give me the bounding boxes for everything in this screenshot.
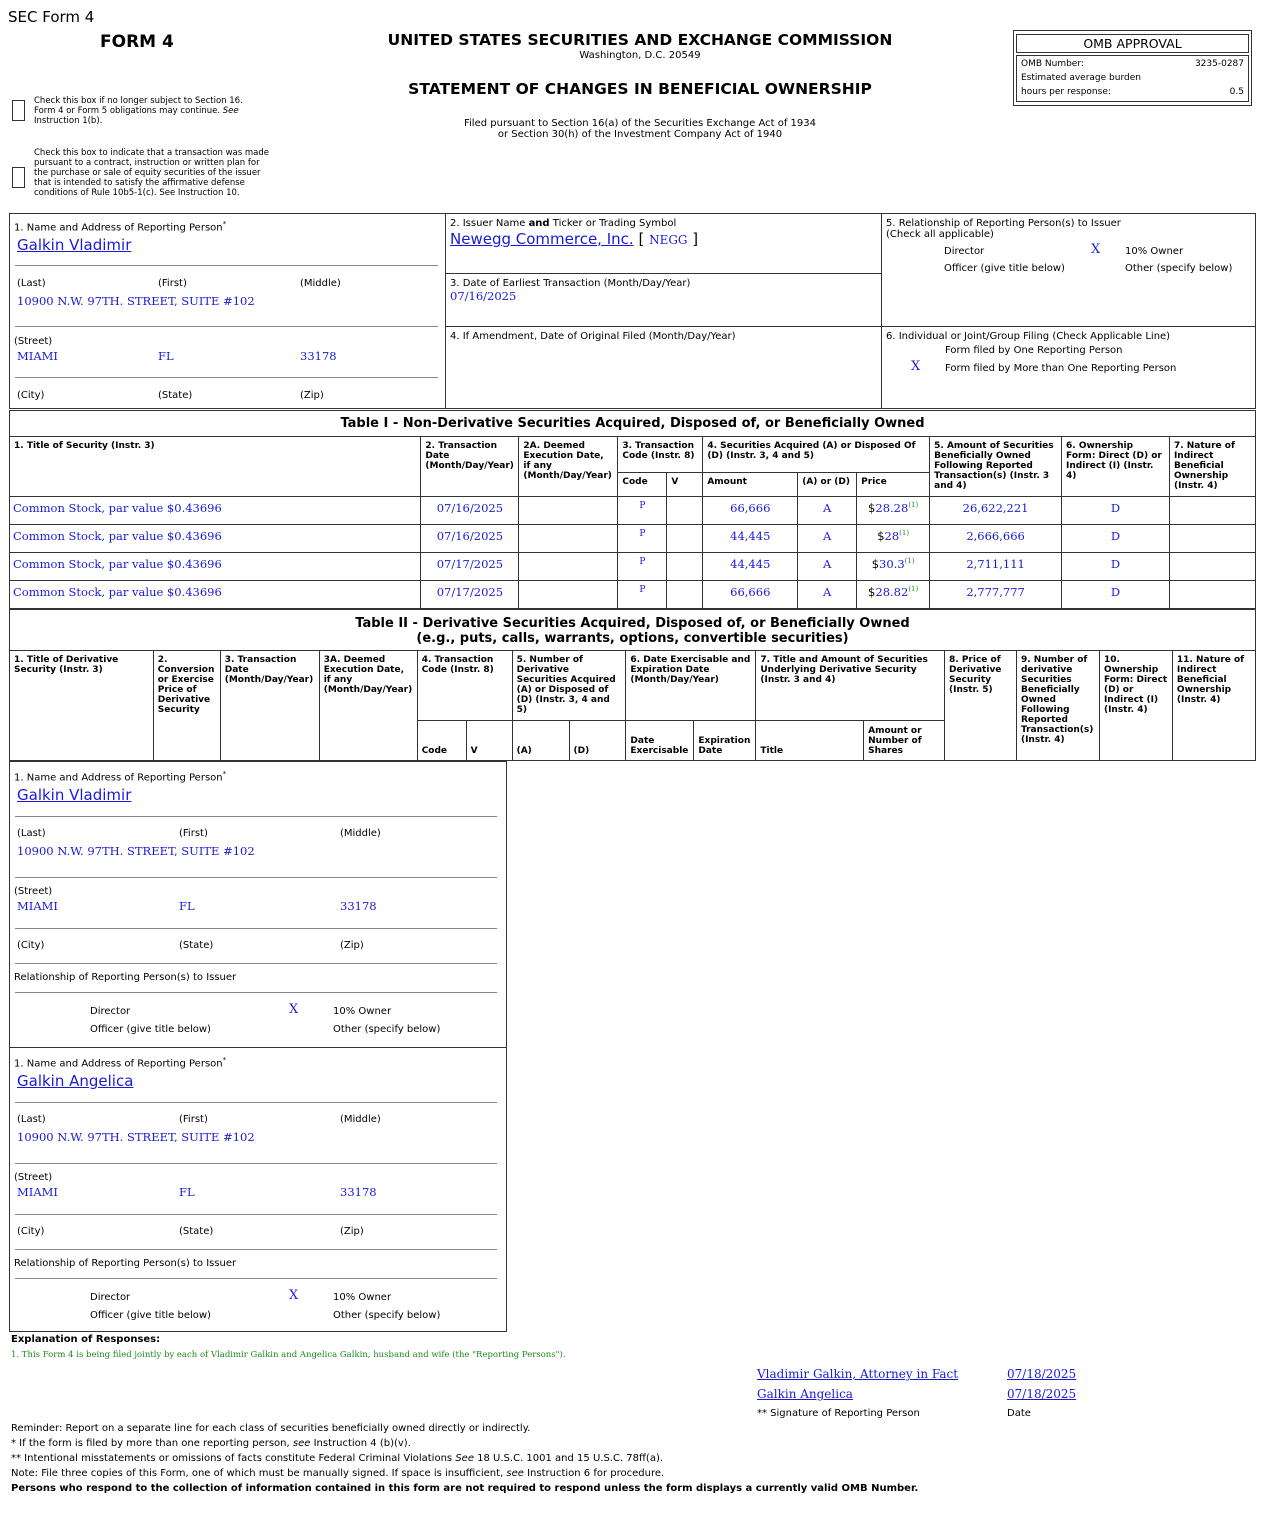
omb-title: OMB APPROVAL bbox=[1083, 36, 1182, 51]
t1-col-date: 2. Transaction Date (Month/Day/Year) bbox=[421, 437, 519, 497]
t2-col-number: 5. Number of Derivative Securities Acquired (A) or Disposed of (D) (Instr. 3, 4 and 5) bbox=[512, 651, 626, 721]
t1-sub-code: Code bbox=[618, 473, 667, 497]
other-label: Other (specify below) bbox=[333, 1024, 441, 1035]
table1-title-box bbox=[9, 410, 1256, 437]
middle-label: (Middle) bbox=[340, 1114, 381, 1125]
checkbox1-see: See bbox=[222, 106, 239, 116]
dollar-sign: $ bbox=[868, 585, 876, 599]
footer-reminder: Reminder: Report on a separate line for each class of securities beneficially owned directly or indirectly. bbox=[11, 1423, 531, 1434]
transaction-v bbox=[667, 525, 703, 553]
person-label-text: 1. Name and Address of Reporting Person bbox=[14, 1058, 223, 1070]
person-label bbox=[14, 770, 226, 783]
footer-note-star bbox=[11, 1438, 411, 1449]
footnote-ref: (1) bbox=[908, 585, 919, 594]
city-label: (City) bbox=[17, 390, 45, 401]
street-value: 10900 N.W. 97TH. STREET, SUITE #102 bbox=[17, 844, 255, 858]
divider bbox=[15, 928, 497, 929]
nature-indirect bbox=[1169, 581, 1255, 609]
footnote-ref: (1) bbox=[904, 557, 915, 566]
zip-label: (Zip) bbox=[300, 390, 324, 401]
checkbox1-text-a: Check this box if no longer subject to Section 16. Form 4 or Form 5 obligations may continue. bbox=[34, 96, 243, 116]
table-row bbox=[10, 497, 1256, 525]
reporting-person-name-link[interactable]: Galkin Vladimir bbox=[17, 236, 132, 254]
amendment-label: 4. If Amendment, Date of Original Filed (Month/Day/Year) bbox=[450, 331, 736, 342]
issuer-name-link[interactable]: Newegg Commerce, Inc. bbox=[450, 230, 634, 248]
last-label: (Last) bbox=[17, 278, 46, 289]
omb-number-value: 3235-0287 bbox=[1194, 59, 1244, 69]
street-label: (Street) bbox=[14, 336, 53, 347]
city-label: (City) bbox=[17, 940, 45, 951]
state-label: (State) bbox=[179, 940, 214, 951]
t1-col-amount-owned: 5. Amount of Securities Beneficially Owned Following Reported Transaction(s) (Instr. 3 and 4) bbox=[930, 437, 1062, 497]
security-title: Common Stock, par value $0.43696 bbox=[10, 525, 421, 553]
earliest-date-label: 3. Date of Earliest Transaction (Month/Day/Year) bbox=[450, 278, 691, 289]
note-dstar-b: 18 U.S.C. 1001 and 15 U.S.C. 78ff(a). bbox=[477, 1453, 664, 1464]
deemed-date bbox=[519, 581, 618, 609]
filing-one-label: Form filed by One Reporting Person bbox=[945, 345, 1123, 356]
issuer-label-and: and bbox=[528, 218, 550, 229]
t2-sub-amount-shares: Amount or Number of Shares bbox=[864, 721, 945, 761]
form-title: FORM 4 bbox=[100, 32, 174, 52]
t1-col-deemed: 2A. Deemed Execution Date, if any (Month/Day/Year) bbox=[519, 437, 618, 497]
last-label: (Last) bbox=[17, 828, 46, 839]
deemed-date bbox=[519, 497, 618, 525]
t2-col-deemed: 3A. Deemed Execution Date, if any (Month/Day/Year) bbox=[319, 651, 417, 761]
deemed-date bbox=[519, 525, 618, 553]
first-label: (First) bbox=[179, 828, 208, 839]
security-title: Common Stock, par value $0.43696 bbox=[10, 581, 421, 609]
officer-label: Officer (give title below) bbox=[944, 263, 1065, 274]
street-value: 10900 N.W. 97TH. STREET, SUITE #102 bbox=[17, 294, 255, 308]
price-cell bbox=[857, 581, 930, 609]
amount-owned: 26,622,221 bbox=[930, 497, 1062, 525]
footnote-ref: (1) bbox=[899, 529, 910, 538]
a-or-d: A bbox=[798, 497, 857, 525]
price-cell bbox=[857, 553, 930, 581]
divider bbox=[15, 816, 497, 817]
t2-col-nature: 11. Nature of Indirect Beneficial Ownership (Instr. 4) bbox=[1172, 651, 1255, 761]
nature-indirect bbox=[1169, 525, 1255, 553]
signature-1-link[interactable]: Vladimir Galkin, Attorney in Fact bbox=[757, 1367, 959, 1381]
reporting-person-label-text: 1. Name and Address of Reporting Person bbox=[14, 222, 223, 234]
table2-title-1: Table II - Derivative Securities Acquired, Disposed of, or Beneficially Owned bbox=[355, 616, 910, 631]
asterisk: * bbox=[222, 1056, 227, 1064]
issuer-ticker: NEGG bbox=[649, 233, 688, 247]
price: 28 bbox=[884, 529, 900, 543]
footnote-ref: (1) bbox=[908, 501, 919, 510]
price: 28.82 bbox=[875, 585, 909, 599]
person-name-link[interactable]: Galkin Vladimir bbox=[17, 786, 132, 804]
divider bbox=[15, 1278, 497, 1279]
other-label: Other (specify below) bbox=[1125, 263, 1233, 274]
omb-hours-value: 0.5 bbox=[1229, 87, 1244, 97]
t1-sub-price: Price bbox=[857, 473, 930, 497]
dollar-sign: $ bbox=[871, 557, 880, 571]
filing-more-label: Form filed by More than One Reporting Person bbox=[945, 363, 1177, 374]
dollar-sign: $ bbox=[877, 529, 885, 543]
issuer-value bbox=[450, 230, 698, 248]
no-longer-subject-checkbox[interactable] bbox=[12, 100, 25, 121]
explanation-note-1: 1. This Form 4 is being filed jointly by each of Vladimir Galkin and Angelica Galkin, husband and wife (the "Reporting Persons"). bbox=[11, 1350, 566, 1360]
zip-label: (Zip) bbox=[340, 940, 364, 951]
table-row bbox=[10, 525, 1256, 553]
filing-box bbox=[881, 326, 1256, 409]
a-or-d: A bbox=[798, 525, 857, 553]
person-name-link[interactable]: Galkin Angelica bbox=[17, 1072, 134, 1090]
bracket-open: [ bbox=[638, 230, 645, 248]
ownership-form: D bbox=[1062, 525, 1170, 553]
transaction-v bbox=[667, 497, 703, 525]
zip-label: (Zip) bbox=[340, 1226, 364, 1237]
nature-indirect bbox=[1169, 497, 1255, 525]
transaction-code: P bbox=[618, 525, 667, 553]
transaction-date: 07/16/2025 bbox=[421, 525, 519, 553]
table2 bbox=[9, 650, 1256, 761]
ten-pct-x-mark: X bbox=[289, 1288, 299, 1303]
divider bbox=[15, 377, 438, 378]
date-label: Date bbox=[1007, 1408, 1031, 1419]
price: 30.3 bbox=[879, 557, 905, 571]
reporting-person-block bbox=[9, 761, 507, 1048]
other-label: Other (specify below) bbox=[333, 1310, 441, 1321]
footer-persons-note: Persons who respond to the collection of information contained in this form are not required to respond unless the form displays a currently valid OMB Number. bbox=[11, 1483, 919, 1494]
t2-sub-d: (D) bbox=[569, 721, 626, 761]
divider bbox=[15, 1163, 497, 1164]
city-value: MIAMI bbox=[17, 349, 58, 363]
security-title: Common Stock, par value $0.43696 bbox=[10, 497, 421, 525]
state-value: FL bbox=[158, 349, 174, 363]
deemed-date bbox=[519, 553, 618, 581]
ownership-form: D bbox=[1062, 581, 1170, 609]
earliest-date-value: 07/16/2025 bbox=[450, 289, 517, 303]
ten-pct-x-mark: X bbox=[289, 1002, 299, 1017]
street-label: (Street) bbox=[14, 1172, 53, 1183]
asterisk: * bbox=[222, 770, 227, 778]
t2-sub-a: (A) bbox=[512, 721, 569, 761]
relationship-box bbox=[881, 213, 1256, 327]
first-label: (First) bbox=[179, 1114, 208, 1125]
table-row bbox=[10, 581, 1256, 609]
state-label: (State) bbox=[158, 390, 193, 401]
bracket-close: ] bbox=[692, 230, 699, 248]
relationship-label: Relationship of Reporting Person(s) to Issuer bbox=[14, 1258, 237, 1269]
filing-label: 6. Individual or Joint/Group Filing (Check Applicable Line) bbox=[886, 331, 1171, 342]
divider bbox=[15, 877, 497, 878]
note-star-see: see bbox=[292, 1438, 311, 1449]
statement-title: STATEMENT OF CHANGES IN BENEFICIAL OWNERSHIP bbox=[408, 80, 872, 98]
signature-label: ** Signature of Reporting Person bbox=[757, 1408, 920, 1419]
table2-title-2: (e.g., puts, calls, warrants, options, convertible securities) bbox=[416, 631, 849, 646]
price-cell bbox=[857, 497, 930, 525]
officer-label: Officer (give title below) bbox=[90, 1310, 211, 1321]
amount-owned: 2,711,111 bbox=[930, 553, 1062, 581]
state-label: (State) bbox=[179, 1226, 214, 1237]
note-star-b: Instruction 4 (b)(v). bbox=[313, 1438, 411, 1449]
price: 28.28 bbox=[875, 501, 909, 515]
issuer-name-box bbox=[445, 213, 882, 274]
agency-location: Washington, D.C. 20549 bbox=[579, 50, 701, 61]
omb-approval-box bbox=[1013, 30, 1252, 106]
note-copies-b: Instruction 6 for procedure. bbox=[527, 1468, 665, 1479]
security-title: Common Stock, par value $0.43696 bbox=[10, 553, 421, 581]
t1-sub-amount: Amount bbox=[703, 473, 798, 497]
issuer-label bbox=[450, 218, 676, 229]
ownership-form: D bbox=[1062, 553, 1170, 581]
amount-owned: 2,666,666 bbox=[930, 525, 1062, 553]
transaction-v bbox=[667, 581, 703, 609]
director-label: Director bbox=[90, 1006, 131, 1017]
amount: 66,666 bbox=[703, 497, 798, 525]
t1-sub-a-or-d: (A) or (D) bbox=[798, 473, 857, 497]
director-label: Director bbox=[944, 246, 985, 257]
table2-title-box bbox=[9, 609, 1256, 651]
middle-label: (Middle) bbox=[300, 278, 341, 289]
reporting-person-box bbox=[9, 213, 446, 409]
filed-pursuant-1: Filed pursuant to Section 16(a) of the Securities Exchange Act of 1934 bbox=[464, 118, 816, 129]
issuer-label-suffix: Ticker or Trading Symbol bbox=[552, 218, 677, 229]
divider bbox=[15, 326, 438, 327]
reporting-person-label bbox=[14, 220, 226, 233]
city-value: MIAMI bbox=[17, 1185, 58, 1199]
divider bbox=[15, 963, 497, 964]
t2-col-date: 3. Transaction Date (Month/Day/Year) bbox=[220, 651, 319, 761]
reporting-person-block bbox=[9, 1047, 507, 1332]
middle-label: (Middle) bbox=[340, 828, 381, 839]
omb-burden-label: Estimated average burden bbox=[1021, 73, 1141, 83]
ownership-form: D bbox=[1062, 497, 1170, 525]
t1-col-code: 3. Transaction Code (Instr. 8) bbox=[618, 437, 703, 473]
note-copies-see: see bbox=[506, 1468, 524, 1479]
street-label: (Street) bbox=[14, 886, 53, 897]
note-dstar-a: ** Intentional misstatements or omissions of facts constitute Federal Criminal Violations bbox=[11, 1453, 453, 1464]
omb-title-box bbox=[1016, 34, 1249, 53]
t1-sub-v: V bbox=[667, 473, 703, 497]
filing-more-x-mark: X bbox=[911, 359, 921, 374]
a-or-d: A bbox=[798, 581, 857, 609]
note-star-a: * If the form is filed by more than one reporting person, bbox=[11, 1438, 290, 1449]
ten-pct-x-mark: X bbox=[1091, 242, 1101, 257]
zip-value: 33178 bbox=[300, 349, 337, 363]
last-label: (Last) bbox=[17, 1114, 46, 1125]
transaction-code: P bbox=[618, 553, 667, 581]
rule-10b5-checkbox[interactable] bbox=[12, 167, 25, 188]
director-label: Director bbox=[90, 1292, 131, 1303]
relationship-label: Relationship of Reporting Person(s) to Issuer bbox=[14, 972, 237, 983]
divider bbox=[15, 1214, 497, 1215]
omb-number-label: OMB Number: bbox=[1021, 59, 1084, 69]
amount: 66,666 bbox=[703, 581, 798, 609]
signature-1-date[interactable]: 07/18/2025 bbox=[1007, 1367, 1077, 1381]
transaction-v bbox=[667, 553, 703, 581]
table1 bbox=[9, 436, 1256, 609]
person-label bbox=[14, 1056, 226, 1069]
t2-col-conversion: 2. Conversion or Exercise Price of Derivative Security bbox=[153, 651, 220, 761]
signature-2-link[interactable]: Galkin Angelica bbox=[757, 1387, 853, 1401]
issuer-label-prefix: 2. Issuer Name bbox=[450, 218, 526, 229]
transaction-date: 07/16/2025 bbox=[421, 497, 519, 525]
checkbox1-text bbox=[34, 96, 264, 126]
checkbox2-text: Check this box to indicate that a transaction was made pursuant to a contract, instruction or written plan for the purchase or sale of equity securities of the issuer that is intended to satisfy the affirmative defense conditions of Rule 10b5-1(c). See Instruction 10. bbox=[34, 148, 270, 198]
omb-details-box bbox=[1016, 55, 1249, 102]
t2-col-ownership-form: 10. Ownership Form: Direct (D) or Indirect (I) (Instr. 4) bbox=[1099, 651, 1172, 761]
t2-sub-v: V bbox=[466, 721, 512, 761]
transaction-date: 07/17/2025 bbox=[421, 581, 519, 609]
zip-value: 33178 bbox=[340, 899, 377, 913]
checkbox1-text-b: Instruction 1(b). bbox=[34, 116, 103, 126]
note-dstar-see: See bbox=[455, 1453, 474, 1464]
t2-sub-title: Title bbox=[756, 721, 864, 761]
t2-col-underlying: 7. Title and Amount of Securities Underlying Derivative Security (Instr. 3 and 4) bbox=[756, 651, 945, 721]
city-label: (City) bbox=[17, 1226, 45, 1237]
sec-form-label: SEC Form 4 bbox=[8, 8, 95, 26]
footer-note-copies bbox=[11, 1468, 664, 1479]
table1-title: Table I - Non-Derivative Securities Acquired, Disposed of, or Beneficially Owned bbox=[340, 416, 925, 431]
note-copies-a: Note: File three copies of this Form, one of which must be manually signed. If space is insufficient, bbox=[11, 1468, 504, 1479]
agency-title: UNITED STATES SECURITIES AND EXCHANGE COMMISSION bbox=[387, 31, 893, 49]
amendment-box bbox=[445, 326, 882, 409]
divider bbox=[15, 992, 497, 993]
person-label-text: 1. Name and Address of Reporting Person bbox=[14, 772, 223, 784]
t2-col-exercisable: 6. Date Exercisable and Expiration Date (Month/Day/Year) bbox=[626, 651, 756, 721]
amount-owned: 2,777,777 bbox=[930, 581, 1062, 609]
t2-col-code: 4. Transaction Code (Instr. 8) bbox=[417, 651, 512, 721]
t2-col-number-owned: 9. Number of derivative Securities Beneficially Owned Following Reported Transaction(s) (Instr. 4) bbox=[1016, 651, 1099, 761]
state-value: FL bbox=[179, 899, 195, 913]
t2-col-title: 1. Title of Derivative Security (Instr. 3) bbox=[10, 651, 154, 761]
t2-sub-code: Code bbox=[417, 721, 466, 761]
transaction-code: P bbox=[618, 581, 667, 609]
t1-col-securities: 4. Securities Acquired (A) or Disposed Of (D) (Instr. 3, 4 and 5) bbox=[703, 437, 930, 473]
zip-value: 33178 bbox=[340, 1185, 377, 1199]
asterisk: * bbox=[222, 220, 227, 228]
signature-2-date[interactable]: 07/18/2025 bbox=[1007, 1387, 1077, 1401]
footer-note-dstar bbox=[11, 1453, 663, 1464]
t1-col-nature: 7. Nature of Indirect Beneficial Ownership (Instr. 4) bbox=[1169, 437, 1255, 497]
explanation-title: Explanation of Responses: bbox=[11, 1334, 161, 1345]
relationship-label: 5. Relationship of Reporting Person(s) to Issuer bbox=[886, 218, 1121, 229]
nature-indirect bbox=[1169, 553, 1255, 581]
omb-hours-label: hours per response: bbox=[1021, 87, 1111, 97]
dollar-sign: $ bbox=[868, 501, 876, 515]
officer-label: Officer (give title below) bbox=[90, 1024, 211, 1035]
table-row bbox=[10, 553, 1256, 581]
relationship-sub: (Check all applicable) bbox=[886, 229, 994, 240]
transaction-date: 07/17/2025 bbox=[421, 553, 519, 581]
earliest-transaction-box bbox=[445, 273, 882, 327]
ten-pct-label: 10% Owner bbox=[1125, 246, 1184, 257]
t1-col-ownership-form: 6. Ownership Form: Direct (D) or Indirect (I) (Instr. 4) bbox=[1062, 437, 1170, 497]
state-value: FL bbox=[179, 1185, 195, 1199]
transaction-code: P bbox=[618, 497, 667, 525]
filed-pursuant-2: or Section 30(h) of the Investment Company Act of 1940 bbox=[497, 129, 783, 140]
divider bbox=[15, 1249, 497, 1250]
divider bbox=[15, 265, 438, 266]
t1-col-title: 1. Title of Security (Instr. 3) bbox=[10, 437, 421, 497]
t2-sub-date-exercisable: Date Exercisable bbox=[626, 721, 694, 761]
price-cell bbox=[857, 525, 930, 553]
a-or-d: A bbox=[798, 553, 857, 581]
amount: 44,445 bbox=[703, 525, 798, 553]
street-value: 10900 N.W. 97TH. STREET, SUITE #102 bbox=[17, 1130, 255, 1144]
ten-pct-label: 10% Owner bbox=[333, 1006, 392, 1017]
t2-sub-expiration: Expiration Date bbox=[694, 721, 756, 761]
t2-col-price: 8. Price of Derivative Security (Instr. 5) bbox=[945, 651, 1017, 761]
ten-pct-label: 10% Owner bbox=[333, 1292, 392, 1303]
divider bbox=[15, 1102, 497, 1103]
first-label: (First) bbox=[158, 278, 187, 289]
city-value: MIAMI bbox=[17, 899, 58, 913]
amount: 44,445 bbox=[703, 553, 798, 581]
